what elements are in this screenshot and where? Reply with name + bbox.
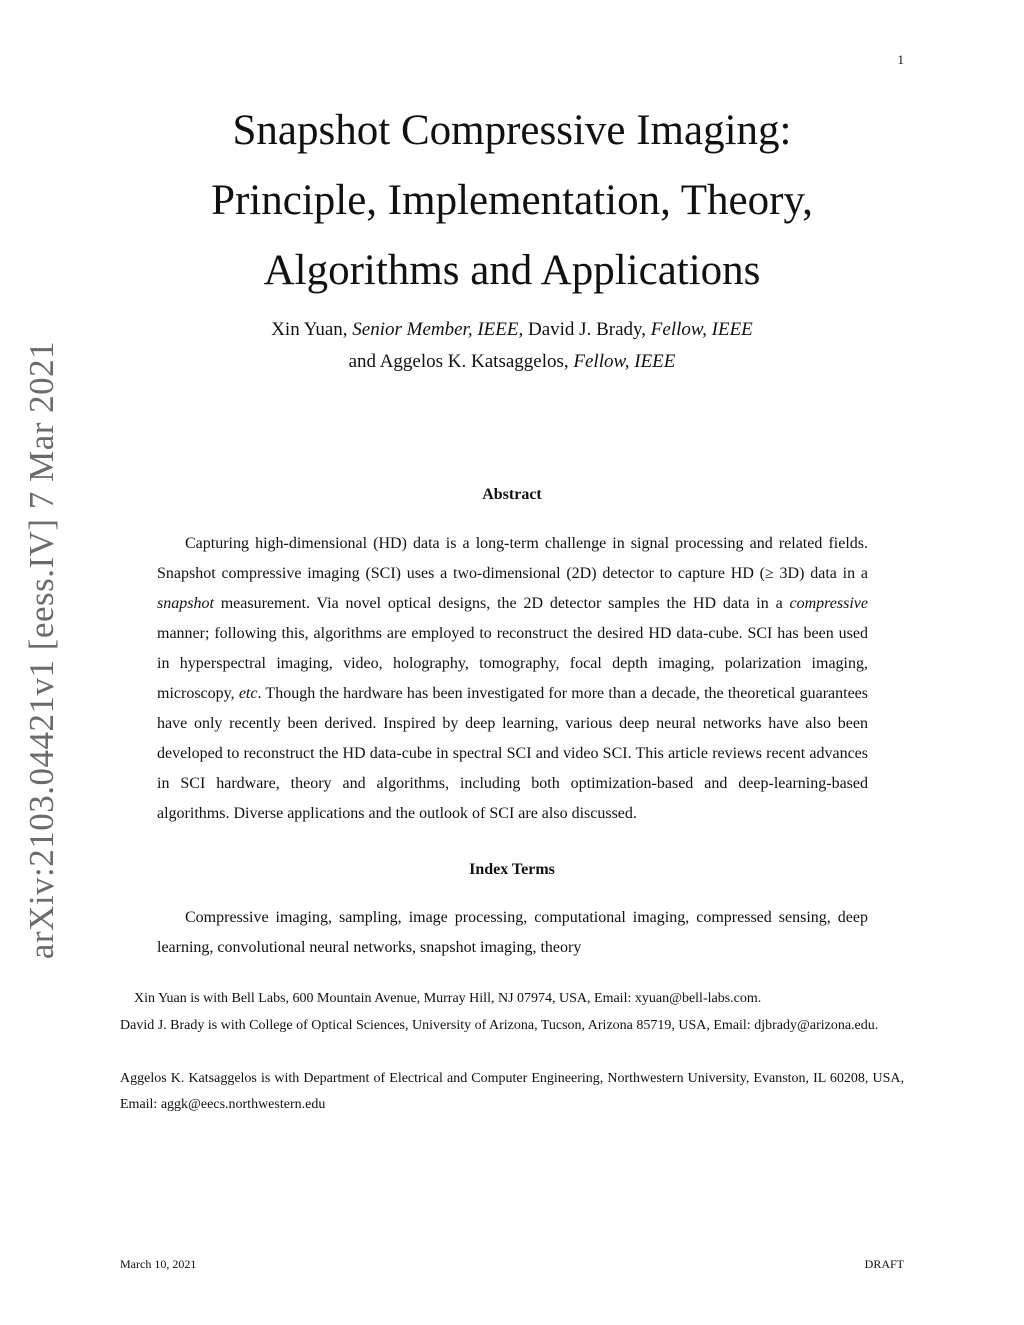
index-terms-text: Compressive imaging, sampling, image processing, computational imaging, compressed sensing, deep learning, convolutional neural networks, snapshot imaging, theory — [157, 909, 868, 956]
author-name: David J. Brady, — [528, 319, 647, 340]
abstract-run: measurement. Via novel optical designs, the 2D detector samples the HD data in a — [213, 595, 790, 612]
footer-date: March 10, 2021 — [120, 1257, 197, 1271]
affiliation-note: David J. Brady is with College of Optical Sciences, University of Arizona, Tucson, Arizona 85719, USA, Email: djbrady@arizona.edu. — [120, 1018, 879, 1033]
footer-status: DRAFT — [864, 1257, 904, 1271]
abstract-run: . Though the hardware has been investigated for more than a decade, the theoretical guarantees have only recently been derived. Inspired by deep learning, various deep neural networks have also been developed to reconstruct the HD data-cube in spectral SCI and video SCI. This article reviews recent advances in SCI hardware, theory and algorithms, including both optimization-based and deep-learning-based algorithms. Diverse applications and the outlook of SCI are also discussed. — [157, 685, 868, 822]
author-line-2 — [0, 346, 1024, 378]
abstract-text — [157, 529, 868, 829]
title-line: Principle, Implementation, Theory, — [211, 177, 813, 224]
index-terms-heading: Index Terms — [469, 861, 555, 878]
author-name: Xin Yuan, — [271, 319, 348, 340]
affiliation-note: Aggelos K. Katsaggelos is with Department of Electrical and Computer Engineering, Northwestern University, Evanston, IL 60208, USA, Email: aggk@eecs.northwestern.edu — [120, 1071, 904, 1112]
author-role: Fellow, IEEE — [573, 351, 676, 372]
abstract-run: manner; following this, algorithms are employed to reconstruct the desired HD data-cube. SCI has been used in hyperspectral imaging, video, holography, tomography, focal depth imaging, polarization imaging, microscopy, — [157, 625, 868, 702]
title-line: Algorithms and Applications — [263, 247, 761, 294]
author-name: and Aggelos K. Katsaggelos, — [348, 351, 569, 372]
arxiv-identifier: arXiv:2103.04421v1 [eess.IV] 7 Mar 2021 — [22, 340, 61, 960]
author-line-1 — [0, 314, 1024, 346]
abstract-emphasis: compressive — [789, 595, 868, 612]
paper-title — [0, 96, 1024, 306]
title-line: Snapshot Compressive Imaging: — [232, 107, 792, 154]
abstract-heading: Abstract — [482, 486, 542, 503]
author-role: Senior Member, IEEE, — [352, 319, 524, 340]
affiliation-note: Xin Yuan is with Bell Labs, 600 Mountain Avenue, Murray Hill, NJ 07974, USA, Email: xyuan@bell-labs.com. — [134, 991, 762, 1006]
author-role: Fellow, IEEE — [650, 319, 753, 340]
abstract-run: Capturing high-dimensional (HD) data is a long-term challenge in signal processing and related fields. Snapshot compressive imaging (SCI) uses a two-dimensional (2D) detector to capture HD (≥ 3D) data in a — [157, 535, 868, 582]
page-number: 1 — [897, 52, 904, 67]
abstract-emphasis: snapshot — [157, 595, 214, 612]
author-list — [0, 314, 1024, 378]
abstract-emphasis: etc — [238, 685, 258, 702]
